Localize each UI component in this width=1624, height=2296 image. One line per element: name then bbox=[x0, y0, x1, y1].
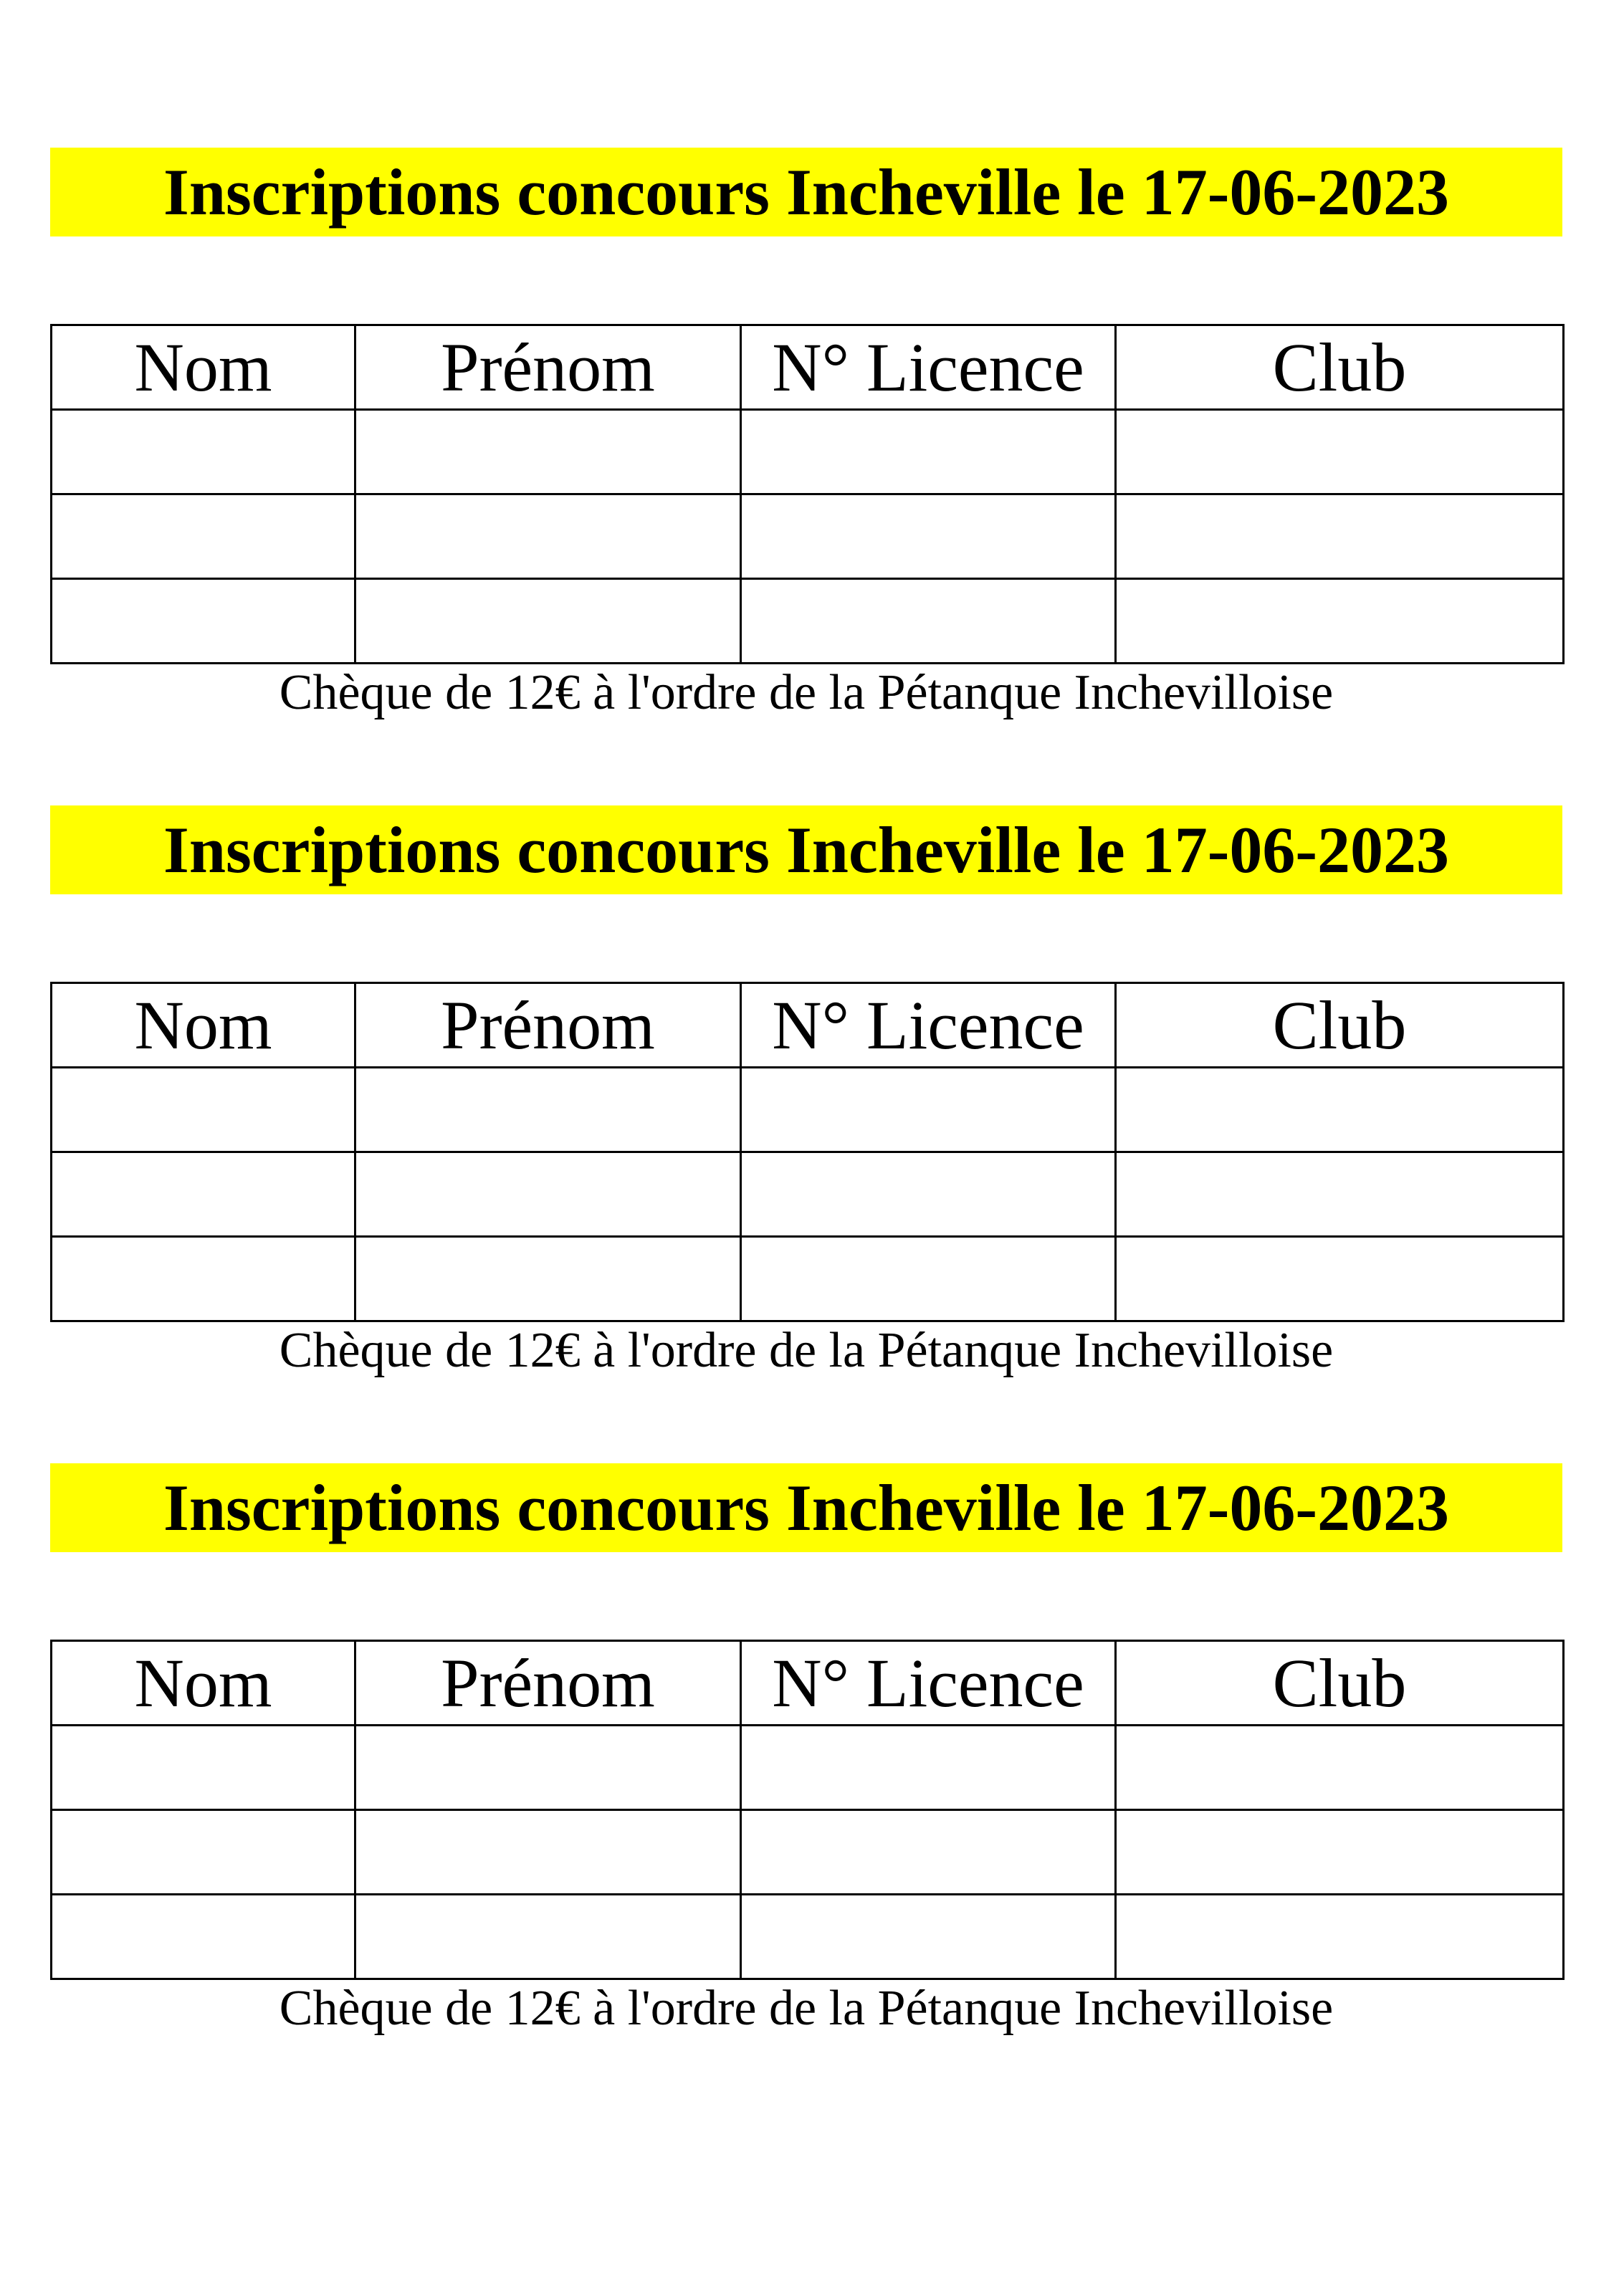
column-header-nom: Nom bbox=[52, 1641, 355, 1726]
cell-licence[interactable] bbox=[741, 410, 1116, 494]
table-row bbox=[52, 1810, 1564, 1895]
column-header-nom: Nom bbox=[52, 983, 355, 1068]
cell-licence[interactable] bbox=[741, 494, 1116, 579]
cell-prenom[interactable] bbox=[355, 494, 741, 579]
cell-nom[interactable] bbox=[52, 1068, 355, 1152]
cell-nom[interactable] bbox=[52, 1810, 355, 1895]
cell-nom[interactable] bbox=[52, 410, 355, 494]
cell-club[interactable] bbox=[1116, 1152, 1564, 1237]
cell-club[interactable] bbox=[1116, 579, 1564, 664]
table-header-row bbox=[52, 325, 1564, 410]
payment-note: Chèque de 12€ à l'ordre de la Pétanque Inchevilloise bbox=[279, 1981, 1334, 2036]
cell-nom[interactable] bbox=[52, 494, 355, 579]
cell-club[interactable] bbox=[1116, 1068, 1564, 1152]
cell-club[interactable] bbox=[1116, 1237, 1564, 1321]
cell-licence[interactable] bbox=[741, 1810, 1116, 1895]
cell-nom[interactable] bbox=[52, 1726, 355, 1810]
table-row bbox=[52, 410, 1564, 494]
cell-prenom[interactable] bbox=[355, 1810, 741, 1895]
column-header-club: Club bbox=[1116, 325, 1564, 410]
cell-prenom[interactable] bbox=[355, 410, 741, 494]
cell-prenom[interactable] bbox=[355, 1895, 741, 1979]
form-title: Inscriptions concours Incheville le 17-06-2023 bbox=[163, 813, 1449, 886]
registration-table bbox=[50, 1640, 1565, 1980]
table-row bbox=[52, 1237, 1564, 1321]
table-row bbox=[52, 1068, 1564, 1152]
form-title: Inscriptions concours Incheville le 17-06-2023 bbox=[163, 1471, 1449, 1544]
cell-club[interactable] bbox=[1116, 1726, 1564, 1810]
table-row bbox=[52, 1726, 1564, 1810]
cell-licence[interactable] bbox=[741, 579, 1116, 664]
cell-prenom[interactable] bbox=[355, 1237, 741, 1321]
cell-club[interactable] bbox=[1116, 1895, 1564, 1979]
cell-prenom[interactable] bbox=[355, 1152, 741, 1237]
column-header-prenom: Prénom bbox=[355, 983, 741, 1068]
cell-licence[interactable] bbox=[741, 1726, 1116, 1810]
form-title-banner bbox=[50, 148, 1562, 236]
cell-licence[interactable] bbox=[741, 1237, 1116, 1321]
column-header-nom: Nom bbox=[52, 325, 355, 410]
column-header-club: Club bbox=[1116, 983, 1564, 1068]
table-row bbox=[52, 494, 1564, 579]
column-header-prenom: Prénom bbox=[355, 325, 741, 410]
column-header-licence: N° Licence bbox=[741, 325, 1116, 410]
registration-table bbox=[50, 324, 1565, 664]
cell-nom[interactable] bbox=[52, 1237, 355, 1321]
column-header-licence: N° Licence bbox=[741, 1641, 1116, 1726]
form-title: Inscriptions concours Incheville le 17-06-2023 bbox=[163, 156, 1449, 229]
cell-licence[interactable] bbox=[741, 1068, 1116, 1152]
table-header-row bbox=[52, 983, 1564, 1068]
form-title-banner bbox=[50, 805, 1562, 894]
column-header-prenom: Prénom bbox=[355, 1641, 741, 1726]
cell-prenom[interactable] bbox=[355, 1068, 741, 1152]
column-header-club: Club bbox=[1116, 1641, 1564, 1726]
table-row bbox=[52, 579, 1564, 664]
cell-prenom[interactable] bbox=[355, 579, 741, 664]
registration-table bbox=[50, 982, 1565, 1322]
cell-prenom[interactable] bbox=[355, 1726, 741, 1810]
cell-club[interactable] bbox=[1116, 1810, 1564, 1895]
cell-nom[interactable] bbox=[52, 1152, 355, 1237]
payment-note: Chèque de 12€ à l'ordre de la Pétanque Inchevilloise bbox=[279, 1323, 1334, 1378]
cell-club[interactable] bbox=[1116, 410, 1564, 494]
payment-note: Chèque de 12€ à l'ordre de la Pétanque Inchevilloise bbox=[279, 665, 1334, 720]
table-row bbox=[52, 1895, 1564, 1979]
cell-club[interactable] bbox=[1116, 494, 1564, 579]
column-header-licence: N° Licence bbox=[741, 983, 1116, 1068]
cell-licence[interactable] bbox=[741, 1895, 1116, 1979]
cell-nom[interactable] bbox=[52, 1895, 355, 1979]
table-header-row bbox=[52, 1641, 1564, 1726]
cell-nom[interactable] bbox=[52, 579, 355, 664]
cell-licence[interactable] bbox=[741, 1152, 1116, 1237]
table-row bbox=[52, 1152, 1564, 1237]
form-title-banner bbox=[50, 1463, 1562, 1552]
